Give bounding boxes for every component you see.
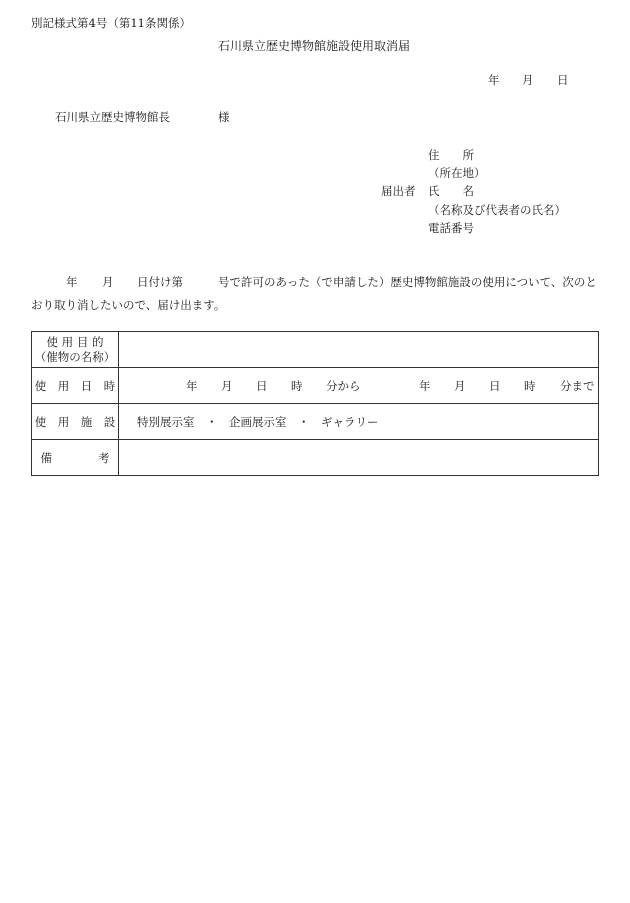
purpose-label-cell bbox=[32, 332, 119, 368]
dates-label: 使 用 日 時 bbox=[32, 368, 119, 404]
start-minute-label: 分から bbox=[326, 378, 361, 393]
end-hour-label: 時 bbox=[524, 378, 536, 393]
event-name-label: （催物の名称） bbox=[34, 349, 116, 364]
applicant-label: 届出者 bbox=[381, 184, 416, 198]
date-day-label: 日 bbox=[557, 73, 569, 87]
applicant-location-label: （所在地） bbox=[428, 166, 486, 180]
start-hour-label: 時 bbox=[291, 378, 303, 393]
applicant-phone-label: 電話番号 bbox=[428, 221, 474, 235]
end-day-label: 日 bbox=[489, 378, 501, 393]
dates-value-cell[interactable] bbox=[119, 368, 599, 404]
remarks-row bbox=[32, 440, 599, 476]
date-year-label: 年 bbox=[488, 73, 500, 87]
facility-value-cell[interactable] bbox=[119, 404, 599, 440]
facility-label: 使 用 施 設 bbox=[32, 404, 119, 440]
body-text bbox=[31, 277, 599, 315]
end-month-label: 月 bbox=[454, 378, 466, 393]
remarks-value-cell[interactable] bbox=[119, 440, 599, 476]
details-table bbox=[31, 331, 599, 476]
start-day-label: 日 bbox=[256, 378, 268, 393]
form-reference: 別記様式第4号（第11条関係） bbox=[31, 16, 191, 30]
body-line-1 bbox=[31, 277, 599, 296]
addressee-name: 石川県立歴史博物館長 bbox=[55, 110, 170, 124]
document-title: 石川県立歴史博物館施設使用取消届 bbox=[218, 39, 411, 53]
body-line-2: おり取り消したいので、届け出ます。 bbox=[31, 298, 226, 312]
date-month-label: 月 bbox=[522, 73, 534, 87]
remarks-label: 備 考 bbox=[32, 440, 119, 476]
applicant-representative-label: （名称及び代表者の氏名） bbox=[428, 203, 566, 217]
facility-options: 特別展示室 ・ 企画展示室 ・ ギャラリー bbox=[137, 414, 379, 429]
body-day-dated-label: 日付け第 bbox=[137, 275, 183, 289]
start-year-label: 年 bbox=[186, 378, 198, 393]
body-month-label: 月 bbox=[102, 275, 114, 289]
end-minute-label: 分まで bbox=[560, 378, 595, 393]
applicant-name-label: 氏 名 bbox=[428, 184, 474, 198]
addressee-honorific: 様 bbox=[218, 110, 230, 124]
facility-row bbox=[32, 404, 599, 440]
body-line-1-rest: 号で許可のあった（で申請した）歴史博物館施設の使用について、次のと bbox=[218, 275, 597, 289]
purpose-label: 使 用 目 的 bbox=[46, 334, 104, 349]
applicant-address-label: 住 所 bbox=[428, 148, 474, 162]
purpose-value-cell[interactable] bbox=[119, 332, 599, 368]
dates-row bbox=[32, 368, 599, 404]
body-year-label: 年 bbox=[66, 275, 78, 289]
end-year-label: 年 bbox=[419, 378, 431, 393]
purpose-row bbox=[32, 332, 599, 368]
start-month-label: 月 bbox=[221, 378, 233, 393]
